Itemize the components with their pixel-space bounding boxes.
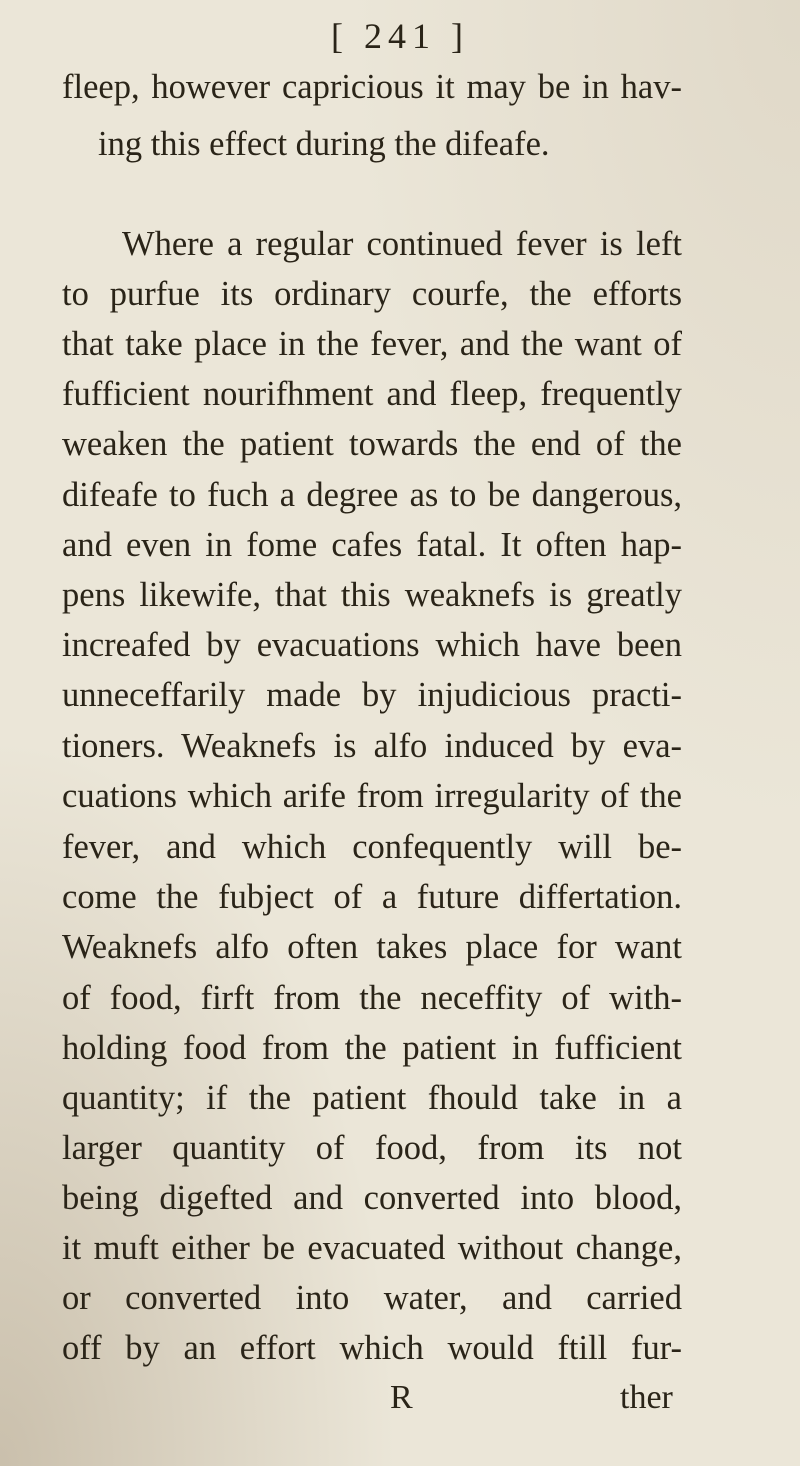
text-line: holding food from the patient in fufficient (62, 1029, 682, 1067)
text-line: increafed by evacuations which have been (62, 626, 682, 664)
text-line: off by an effort which would ftill fur- (62, 1329, 682, 1367)
text-line: tioners. Weaknefs is alfo induced by eva- (62, 727, 682, 765)
text-line: being digefted and converted into blood, (62, 1179, 682, 1217)
text-line: fufficient nourifhment and fleep, frequently (62, 375, 682, 413)
page-number: [ 241 ] (331, 16, 469, 56)
text-line: to purfue its ordinary courfe, the efforts (62, 275, 682, 313)
text-line: fleep, however capricious it may be in hav- (62, 68, 682, 106)
text-line: or converted into water, and carried (62, 1279, 682, 1317)
text-line: weaken the patient towards the end of the (62, 425, 682, 463)
text-line: pens likewife, that this weaknefs is greatly (62, 576, 682, 614)
text-line: and even in fome cafes fatal. It often hap- (62, 526, 682, 564)
text-line: ing this effect during the difeafe. (98, 125, 550, 163)
text-line: Where a regular continued fever is left (122, 225, 682, 263)
text-line: unneceffarily made by injudicious practi- (62, 676, 682, 714)
text-line: larger quantity of food, from its not (62, 1129, 682, 1167)
text-line: fever, and which confequently will be- (62, 828, 682, 866)
text-line: cuations which arife from irregularity of the (62, 777, 682, 815)
text-line: quantity; if the patient fhould take in a (62, 1079, 682, 1117)
text-line: that take place in the fever, and the want of (62, 325, 682, 363)
text-line: Weaknefs alfo often takes place for want (62, 928, 682, 966)
text-line: of food, firft from the neceffity of with- (62, 979, 682, 1017)
text-line: it muft either be evacuated without change, (62, 1229, 682, 1267)
signature-mark: R (390, 1379, 413, 1416)
text-line: come the fubject of a future differtation. (62, 878, 682, 916)
catchword: ther (620, 1379, 673, 1416)
text-line: difeafe to fuch a degree as to be dangerous, (62, 476, 682, 514)
